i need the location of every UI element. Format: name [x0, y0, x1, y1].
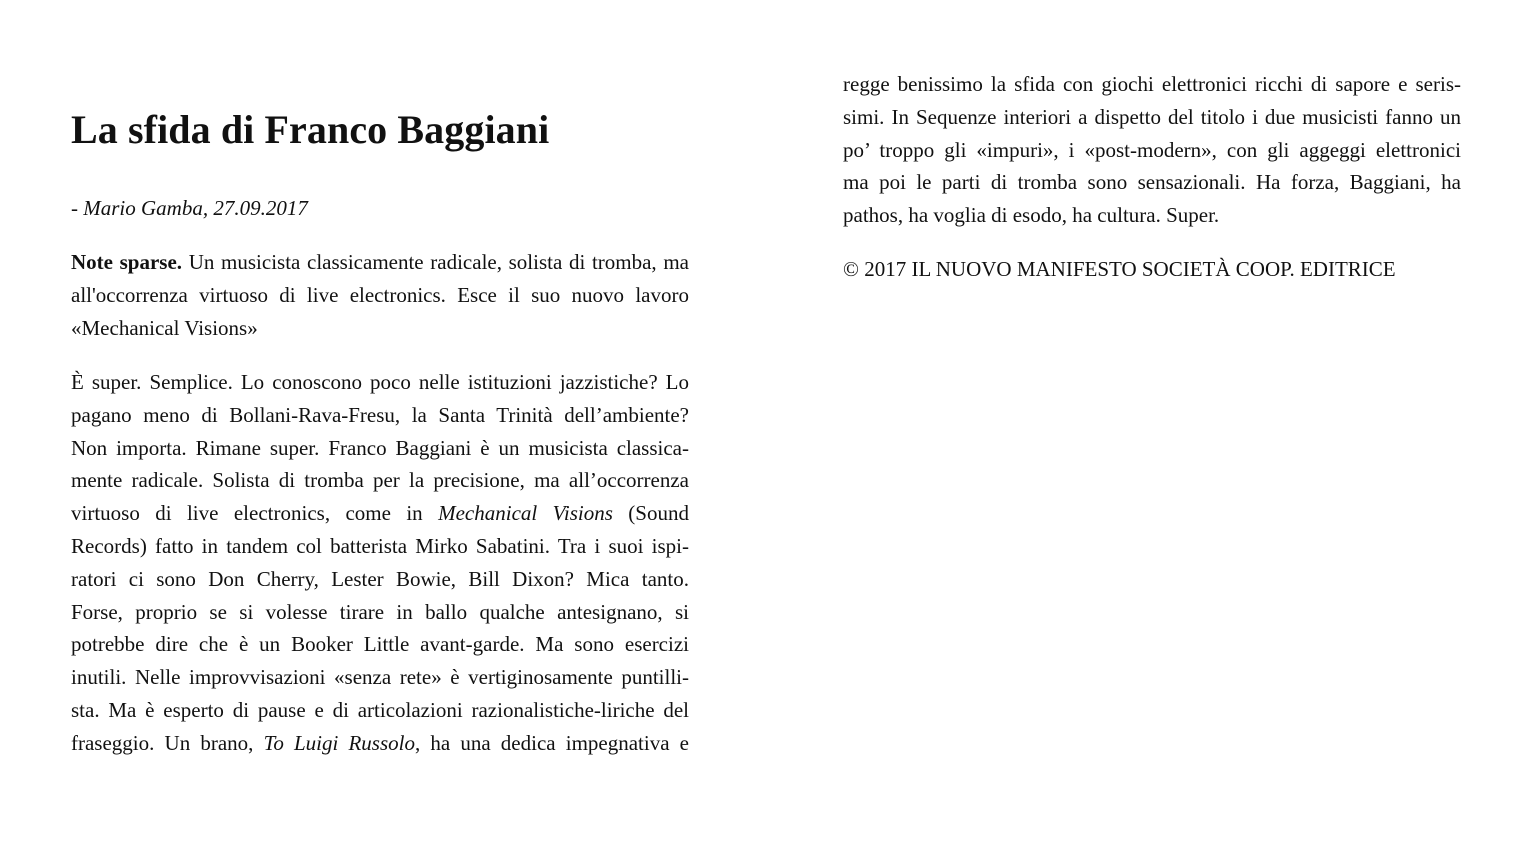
- lead-text: Un musicista classicamente radicale, solista di tromba, ma all'occorrenza virtuoso di live electronics. Esce il suo nuovo lavoro «Mechanical Visions»: [71, 250, 689, 340]
- text-segment: fraseggio. Un brano,: [71, 730, 264, 755]
- text-line: [71, 497, 689, 530]
- text-line: regge benissimo la sfida con giochi elettronici ricchi di sapore e seris-: [843, 72, 1461, 96]
- text-line: sta. Ma è esperto di pause e di articolazioni razionalistiche-liriche del: [71, 697, 689, 722]
- byline-prefix: -: [71, 196, 84, 220]
- article-body: [71, 366, 689, 760]
- text-line: simi. In Sequenze interiori a dispetto del titolo i due musicisti fanno un: [843, 104, 1461, 129]
- text-line: Records) fatto in tandem col batterista Mirko Sabatini. Tra i suoi ispi-: [71, 533, 689, 558]
- article-lead: [71, 246, 689, 344]
- text-line: inutili. Nelle improvvisazioni «senza rete» è vertiginosamente puntilli-: [71, 665, 689, 690]
- text-line: Forse, proprio se si volesse tirare in ballo qualche antesignano, si: [71, 599, 689, 624]
- byline-author: Mario Gamba, 27.09.2017: [83, 196, 308, 220]
- italic-title: To Luigi Russolo: [263, 730, 415, 755]
- text-line: pagano meno di Bollani-Rava-Fresu, la Santa Trinità dell’ambiente?: [71, 402, 689, 427]
- text-line: Non importa. Rimane super. Franco Baggiani è un musicista classica-: [71, 435, 689, 460]
- text-line: potrebbe dire che è un Booker Little avant-garde. Ma sono esercizi: [71, 632, 689, 657]
- article-title: La sfida di Franco Baggiani: [71, 107, 550, 152]
- text-line: pathos, ha voglia di esodo, ha cultura. Super.: [843, 203, 1220, 228]
- text-line: mente radicale. Solista di tromba per la precisione, ma all’occorrenza: [71, 468, 689, 493]
- italic-title: Mechanical Visions: [438, 501, 613, 526]
- text-segment: , ha una dedica impegnativa e: [414, 730, 690, 755]
- article-byline: [71, 195, 308, 221]
- article-body-continued: [843, 68, 1461, 232]
- text-line: po’ troppo gli «impuri», i «post-modern», con gli aggeggi elettronici: [843, 137, 1461, 162]
- text-line: ma poi le parti di tromba sono sensazionali. Ha forza, Baggiani, ha: [843, 170, 1461, 195]
- text-line: [71, 727, 689, 760]
- text-segment: (Sound: [612, 501, 689, 526]
- copyright-notice: © 2017 IL NUOVO MANIFESTO SOCIETÀ COOP. EDITRICE: [843, 257, 1396, 281]
- text-line: ratori ci sono Don Cherry, Lester Bowie, Bill Dixon? Mica tanto.: [71, 566, 689, 591]
- text-line: È super. Semplice. Lo conoscono poco nelle istituzioni jazzistiche? Lo: [71, 370, 689, 394]
- lead-kicker: Note sparse.: [71, 250, 183, 274]
- text-segment: virtuoso di live electronics, come in: [71, 501, 439, 526]
